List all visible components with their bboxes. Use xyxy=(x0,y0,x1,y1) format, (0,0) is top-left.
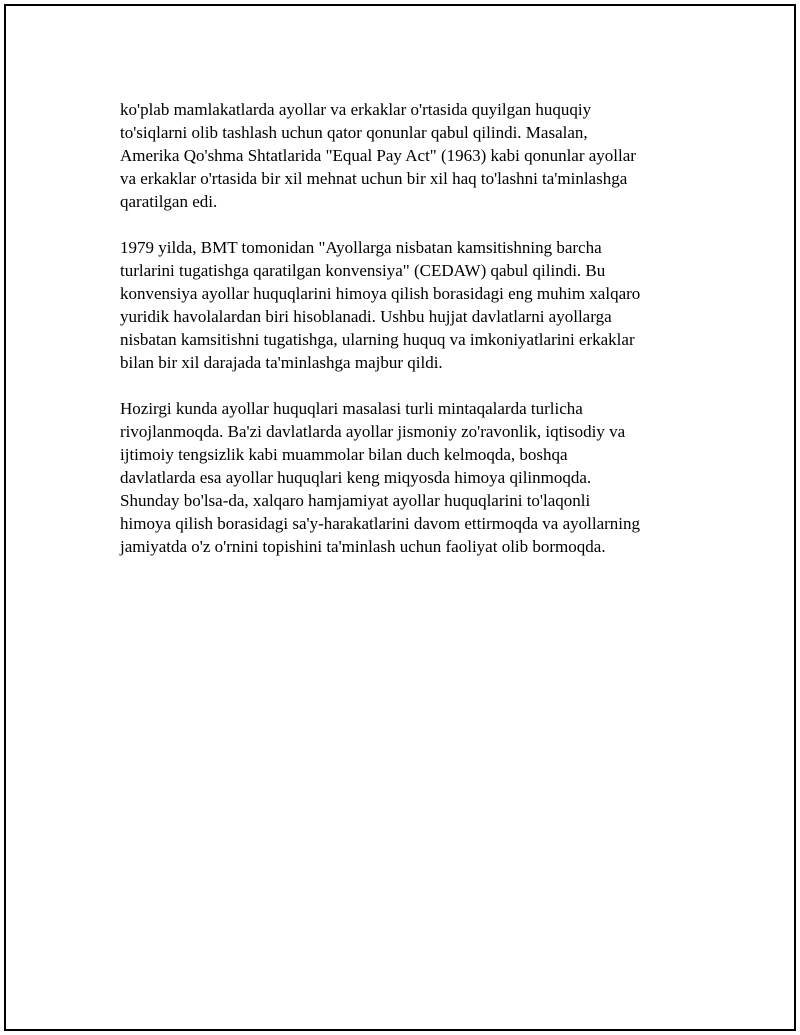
paragraph-3 xyxy=(120,397,700,558)
paragraph-line: ko'plab mamlakatlarda ayollar va erkaklar o'rtasida quyilgan huquqiy xyxy=(120,100,592,119)
paragraph-line: davlatlarda esa ayollar huquqlari keng miqyosda himoya qilinmoqda. xyxy=(120,468,592,487)
paragraph-line: yuridik havolalardan biri hisoblanadi. Ushbu hujjat davlatlarni ayollarga xyxy=(120,307,612,326)
document-body xyxy=(120,98,700,581)
paragraph-line: turlarini tugatishga qaratilgan konvensiya" (CEDAW) qabul qilindi. Bu xyxy=(120,261,606,280)
paragraph-line: konvensiya ayollar huquqlarini himoya qilish borasidagi eng muhim xalqaro xyxy=(120,284,641,303)
paragraph-line: rivojlanmoqda. Ba'zi davlatlarda ayollar jismoniy zo'ravonlik, iqtisodiy va xyxy=(120,422,626,441)
document-page xyxy=(4,4,796,1031)
paragraph-line: to'siqlarni olib tashlash uchun qator qonunlar qabul qilindi. Masalan, xyxy=(120,123,588,142)
paragraph-line: qaratilgan edi. xyxy=(120,192,218,211)
paragraph-line: Shunday bo'lsa-da, xalqaro hamjamiyat ayollar huquqlarini to'laqonli xyxy=(120,491,591,510)
paragraph-line: Hozirgi kunda ayollar huquqlari masalasi turli mintaqalarda turlicha xyxy=(120,399,583,418)
paragraph-line: bilan bir xil darajada ta'minlashga majbur qildi. xyxy=(120,353,443,372)
paragraph-line: Amerika Qo'shma Shtatlarida "Equal Pay Act" (1963) kabi qonunlar ayollar xyxy=(120,146,636,165)
paragraph-line: 1979 yilda, BMT tomonidan "Ayollarga nisbatan kamsitishning barcha xyxy=(120,238,602,257)
paragraph-2 xyxy=(120,236,700,374)
paragraph-line: va erkaklar o'rtasida bir xil mehnat uchun bir xil haq to'lashni ta'minlashga xyxy=(120,169,628,188)
paragraph-line: himoya qilish borasidagi sa'y-harakatlarini davom ettirmoqda va ayollarning xyxy=(120,514,641,533)
paragraph-1 xyxy=(120,98,700,213)
paragraph-line: ijtimoiy tengsizlik kabi muammolar bilan duch kelmoqda, boshqa xyxy=(120,445,568,464)
paragraph-line: jamiyatda o'z o'rnini topishini ta'minlash uchun faoliyat olib bormoqda. xyxy=(120,537,606,556)
paragraph-line: nisbatan kamsitishni tugatishga, ularning huquq va imkoniyatlarini erkaklar xyxy=(120,330,635,349)
